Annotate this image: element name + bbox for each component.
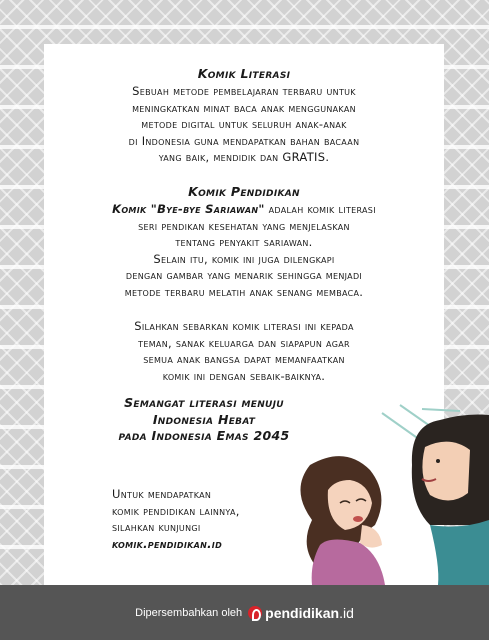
footer-bar [0,585,489,640]
section3-line: semua anak bangsa dapat memanfaatkan [143,352,345,367]
section3-line: teman, sanak keluarga dan siapapun agar [138,335,350,350]
section1-line: Sebuah metode pembelajaran terbaru untuk [132,84,356,98]
footer-brand: pendidikan [265,604,340,621]
section2-line: metode terbaru melatih anak senang membaca. [124,284,364,299]
comic-title: Komik "Bye-bye Sariawan" [112,202,265,216]
section1-paragraph [44,83,444,166]
footer-brand-tld: .id [339,604,354,621]
section2-line: dengan gambar yang menarik sehingga menjadi [125,268,363,283]
cta-block [112,486,240,552]
section2-paragraph [44,201,444,301]
section3-paragraph [44,318,444,384]
cta-line: Untuk mendapatkan [112,487,212,501]
section1-line: di Indonesia guna mendapatkan bahan bacaan [128,133,360,148]
cta-line: komik pendidikan lainnya, [112,503,240,518]
section2-lead-line [44,201,444,218]
section2-line: tentang penyakit sariawan. [175,235,313,250]
cta-line: silahkan kunjungi [112,520,201,534]
section2-line: Selain itu, komik ini juga dilengkapi [153,251,335,266]
slogan-line: pada Indonesia Emas 2045 [118,428,290,443]
section1-title [44,66,444,81]
section2-line: seri pendikan kesehatan yang menjelaskan [138,218,350,233]
slogan-line: Indonesia Hebat [152,411,256,427]
section2-title-text: Komik Pendidikan [188,184,300,199]
section1-title-text: Komik Literasi [197,66,291,81]
section1-line: yang baik, mendidik dan GRATIS. [158,150,330,165]
section3-line: komik ini dengan sebaik-baiknya. [162,368,326,383]
children-illustration [290,395,489,585]
section2-lead-rest: adalah komik literasi [264,202,376,216]
footer-prefix: Dipersembahkan oleh [135,606,243,619]
section3-line: Silahkan sebarkan komik literasi ini kepada [134,319,354,333]
section1-line: metode digital untuk seluruh anak-anak [141,117,347,132]
pendidikan-logo-icon [248,606,262,620]
slogan-line: Semangat literasi menuju [124,395,284,410]
cta-url-link[interactable]: komik.pendidikan.id [112,536,223,551]
section2-title [44,184,444,199]
section1-line: meningkatkan minat baca anak menggunakan [132,100,356,115]
